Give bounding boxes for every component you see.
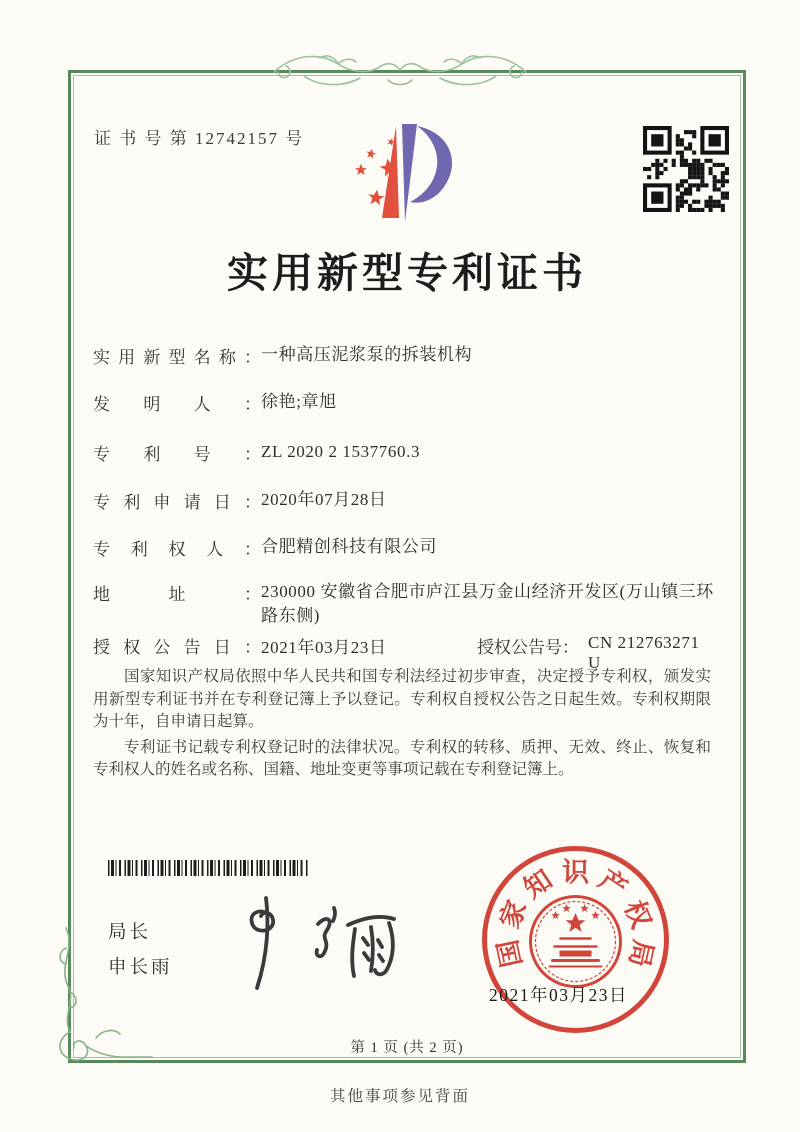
field-label: 专利权人：	[93, 540, 261, 559]
field-label: 授权公告日：	[93, 638, 261, 657]
national-emblem-icon	[531, 897, 621, 987]
director-block	[108, 916, 173, 986]
director-name: 申长雨	[108, 958, 173, 978]
field-row-patentee	[93, 535, 715, 560]
qr-code	[643, 126, 729, 212]
page-number: 第 1 页 (共 2 页)	[350, 1040, 464, 1056]
director-title: 局长	[108, 923, 152, 943]
field-row-filing-date	[93, 488, 715, 513]
back-side-note: 其他事项参见背面	[329, 1088, 470, 1105]
field-label: 实用新型名称：	[93, 348, 261, 367]
svg-text:局: 局	[623, 937, 659, 970]
svg-text:权: 权	[618, 896, 657, 933]
field-row-name	[93, 343, 715, 368]
director-signature	[222, 890, 412, 998]
barcode	[108, 860, 308, 876]
official-seal	[478, 842, 673, 1037]
svg-text:国: 国	[492, 937, 528, 970]
svg-text:知: 知	[518, 863, 558, 904]
field-value: 合肥精创科技有限公司	[261, 537, 437, 556]
cnipa-logo-icon	[335, 112, 470, 234]
field-value: 2021年03月23日	[261, 638, 387, 657]
field-value: 230000 安徽省合肥市庐江县万金山经济开发区(万山镇三环路东侧)	[261, 582, 714, 625]
field-label: 专利号：	[93, 445, 261, 464]
field-label: 地址：	[93, 585, 261, 604]
certificate-title: 实用新型专利证书	[227, 250, 587, 296]
svg-text:产: 产	[593, 863, 633, 904]
field-value: 一种高压泥浆泵的拆装机构	[261, 345, 473, 364]
field-value: CN 212763271 U	[588, 633, 700, 672]
legal-text	[93, 666, 711, 785]
certificate-number: 证 书 号 第 12742157 号	[94, 129, 305, 148]
field-row-patent-number	[93, 440, 715, 465]
legal-paragraph-2: 专利证书记载专利权登记时的法律状况。专利权的转移、质押、无效、终止、恢复和专利权人的姓名或名称、国籍、地址变更等事项记载在专利登记簿上。	[93, 738, 711, 778]
legal-paragraph-1: 国家知识产权局依照中华人民共和国专利法经过初步审查，决定授予专利权，颁发实用新型专利证书并在专利登记簿上予以登记。专利权自授权公告之日起生效。专利权期限为十年，自申请日起算。	[93, 668, 711, 730]
field-row-address	[93, 580, 715, 628]
field-value: 徐艳;章旭	[261, 392, 337, 411]
field-label: 授权公告号：	[477, 638, 579, 657]
field-value: 2020年07月28日	[261, 490, 387, 509]
dragon-ornament	[268, 40, 532, 100]
field-row-inventor	[93, 390, 715, 415]
svg-text:家: 家	[494, 896, 533, 933]
seal-date: 2021年03月23日	[489, 985, 628, 1005]
field-label: 发明人：	[93, 395, 261, 414]
svg-text:识: 识	[562, 857, 589, 888]
field-value: ZL 2020 2 1537760.3	[261, 442, 421, 461]
field-label: 专利申请日：	[93, 493, 261, 512]
